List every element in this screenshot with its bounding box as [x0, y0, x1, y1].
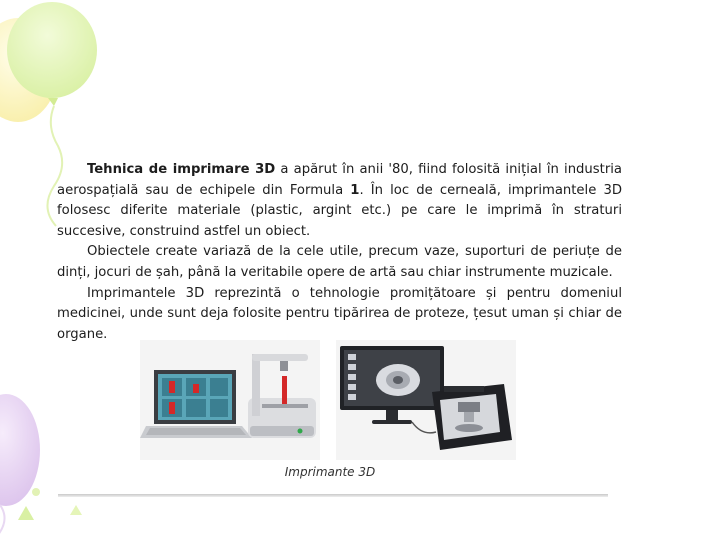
paragraph-3: Imprimantele 3D reprezintă o tehnologie promițătoare și pentru domeniul medicinei, unde sunt deja folosite pentru tipărirea de proteze, țesut uman și chiar de organe. — [57, 285, 622, 342]
balloon-purple — [0, 394, 40, 535]
paragraph-1: Tehnica de imprimare 3D a apărut în anii '80, fiind folosită inițial în industria aerospațială sau de echipele din Formula 1. În loc de cerneală, imprimantele 3D folosesc diferite materiale (plastic, argint etc.) pe care le imprimă în straturi succesive, construind astfel un obiect. — [57, 162, 622, 239]
monitor-and-enclosed-printer-image — [336, 340, 516, 460]
laptop-illustration — [140, 370, 252, 438]
laptop-and-3d-printer-image — [140, 340, 320, 460]
enclosed-printer-illustration — [432, 384, 512, 450]
figure-caption: Imprimante 3D — [284, 465, 376, 479]
article-text — [57, 160, 622, 345]
paragraph-2: Obiectele create variază de la cele utile, precum vaze, suporturi de periuțe de dinți, jocuri de șah, până la veritabile opere de artă sau chiar instrumente muzicale. — [57, 244, 622, 280]
horizontal-divider — [58, 494, 608, 497]
